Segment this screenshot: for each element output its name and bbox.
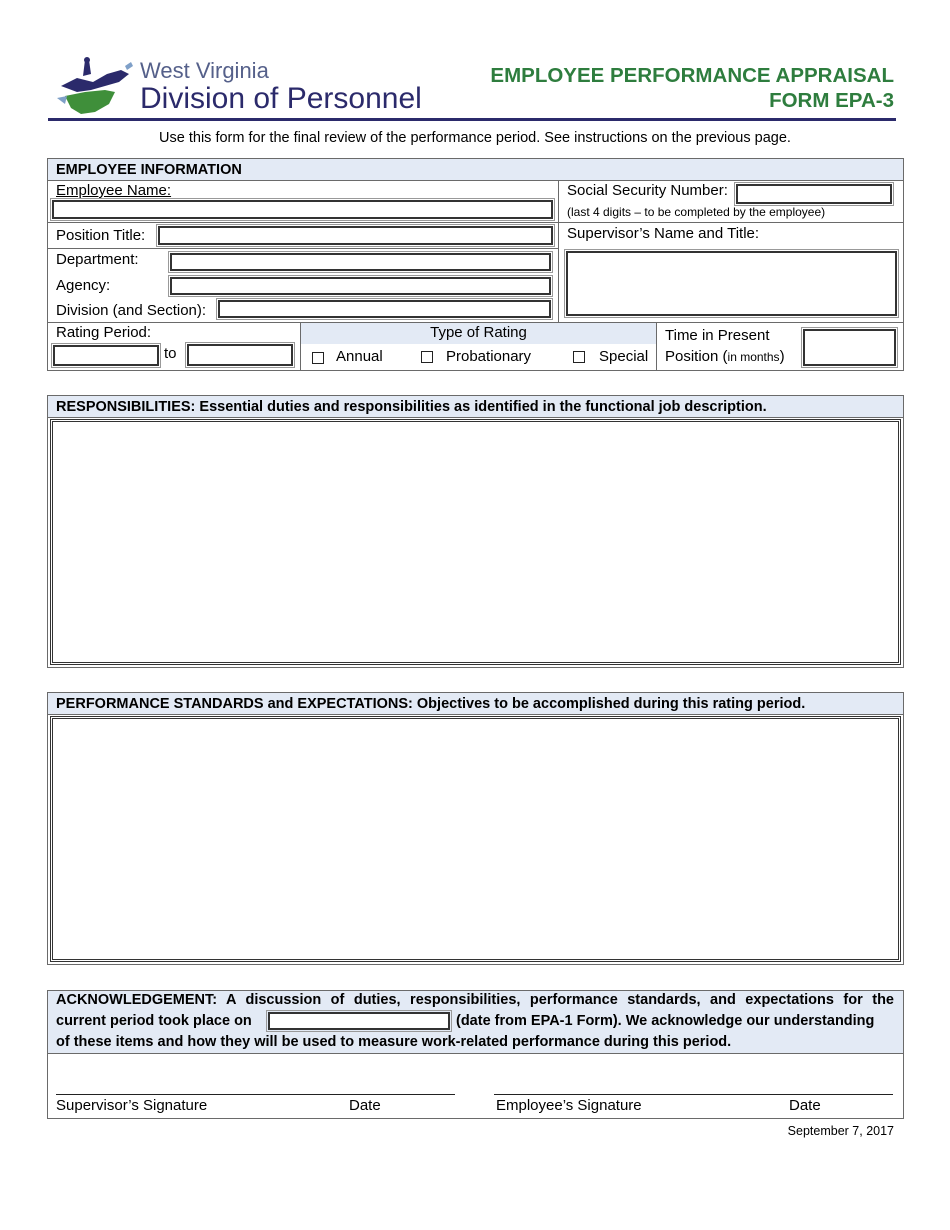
position-title-input[interactable]: [158, 226, 553, 245]
acknowledgement-text-line-3: of these items and how they will be used to measure work-related performance during this period.: [56, 1034, 732, 1050]
supervisor-signature-label: Supervisor’s Signature: [56, 1097, 208, 1114]
probationary-checkbox[interactable]: [421, 351, 433, 363]
rating-period-end-input[interactable]: [187, 344, 293, 366]
logo: [55, 52, 455, 120]
supervisor-label: Supervisor’s Name and Title:: [567, 225, 760, 242]
position-title-label: Position Title:: [56, 227, 146, 244]
form-title-line-2: FORM EPA-3: [769, 89, 894, 112]
probationary-label: Probationary: [446, 348, 532, 365]
performance-textarea[interactable]: [50, 716, 901, 962]
time-in-position-label-line-1: Time in Present: [665, 327, 770, 344]
wv-state-logo-icon: [55, 52, 135, 118]
employee-date-label: Date: [789, 1097, 821, 1114]
agency-label: Agency:: [56, 277, 111, 294]
time-in-position-input[interactable]: [803, 329, 896, 366]
time-label-part-a: Position (: [665, 348, 728, 365]
supervisor-date-label: Date: [349, 1097, 381, 1114]
divider: [656, 322, 657, 370]
acknowledgement-text-line-2-a: current period took place on: [56, 1013, 252, 1029]
header-rule: [48, 118, 896, 121]
annual-label: Annual: [336, 348, 383, 365]
special-label: Special: [599, 348, 649, 365]
form-title: [490, 63, 894, 113]
time-label-part-b: in months: [727, 350, 780, 364]
form-title-line-1: EMPLOYEE PERFORMANCE APPRAISAL: [490, 64, 894, 87]
discussion-date-input[interactable]: [268, 1012, 450, 1030]
employee-name-label: Employee Name:: [56, 182, 172, 199]
divider: [48, 222, 903, 223]
division-label: Division (and Section):: [56, 302, 207, 319]
special-checkbox[interactable]: [573, 351, 585, 363]
annual-checkbox[interactable]: [312, 352, 324, 364]
time-label-part-c: ): [779, 348, 785, 365]
acknowledgement-text-line-2-b: (date from EPA-1 Form). We acknowledge our understanding: [456, 1013, 875, 1029]
intro-text: Use this form for the final review of the performance period. See instructions on the previous page.: [159, 130, 791, 146]
responsibilities-textarea[interactable]: [50, 419, 901, 665]
supervisor-signature-line[interactable]: [56, 1094, 455, 1095]
department-label: Department:: [56, 251, 139, 268]
to-label: to: [164, 345, 177, 362]
employee-signature-line[interactable]: [494, 1094, 893, 1095]
ssn-label: Social Security Number:: [567, 182, 728, 199]
rating-period-label: Rating Period:: [56, 324, 152, 341]
employee-info-header: EMPLOYEE INFORMATION: [48, 159, 903, 181]
logo-line-2: Division of Personnel: [140, 82, 422, 115]
performance-header: PERFORMANCE STANDARDS and EXPECTATIONS: Objectives to be accomplished during this rating period.: [48, 693, 903, 715]
time-in-position-label-line-2: [665, 348, 785, 365]
supervisor-input[interactable]: [566, 251, 897, 316]
employee-signature-label: Employee’s Signature: [496, 1097, 642, 1114]
rating-period-start-input[interactable]: [53, 345, 159, 366]
logo-line-1: West Virginia: [140, 58, 269, 83]
ssn-input[interactable]: [736, 184, 892, 204]
department-input[interactable]: [170, 253, 551, 271]
employee-name-input[interactable]: [52, 200, 553, 219]
ssn-note: (last 4 digits – to be completed by the employee): [567, 205, 826, 219]
type-of-rating-label: Type of Rating: [430, 324, 527, 341]
footer-date: September 7, 2017: [787, 1124, 894, 1138]
acknowledgement-text-line-1: ACKNOWLEDGEMENT: A discussion of duties, responsibilities, performance standards, and expectations for the: [56, 992, 894, 1008]
divider: [558, 181, 559, 322]
division-input[interactable]: [218, 300, 551, 318]
responsibilities-header: RESPONSIBILITIES: Essential duties and responsibilities as identified in the functional job description.: [48, 396, 903, 418]
agency-input[interactable]: [170, 277, 551, 295]
divider: [48, 248, 558, 249]
